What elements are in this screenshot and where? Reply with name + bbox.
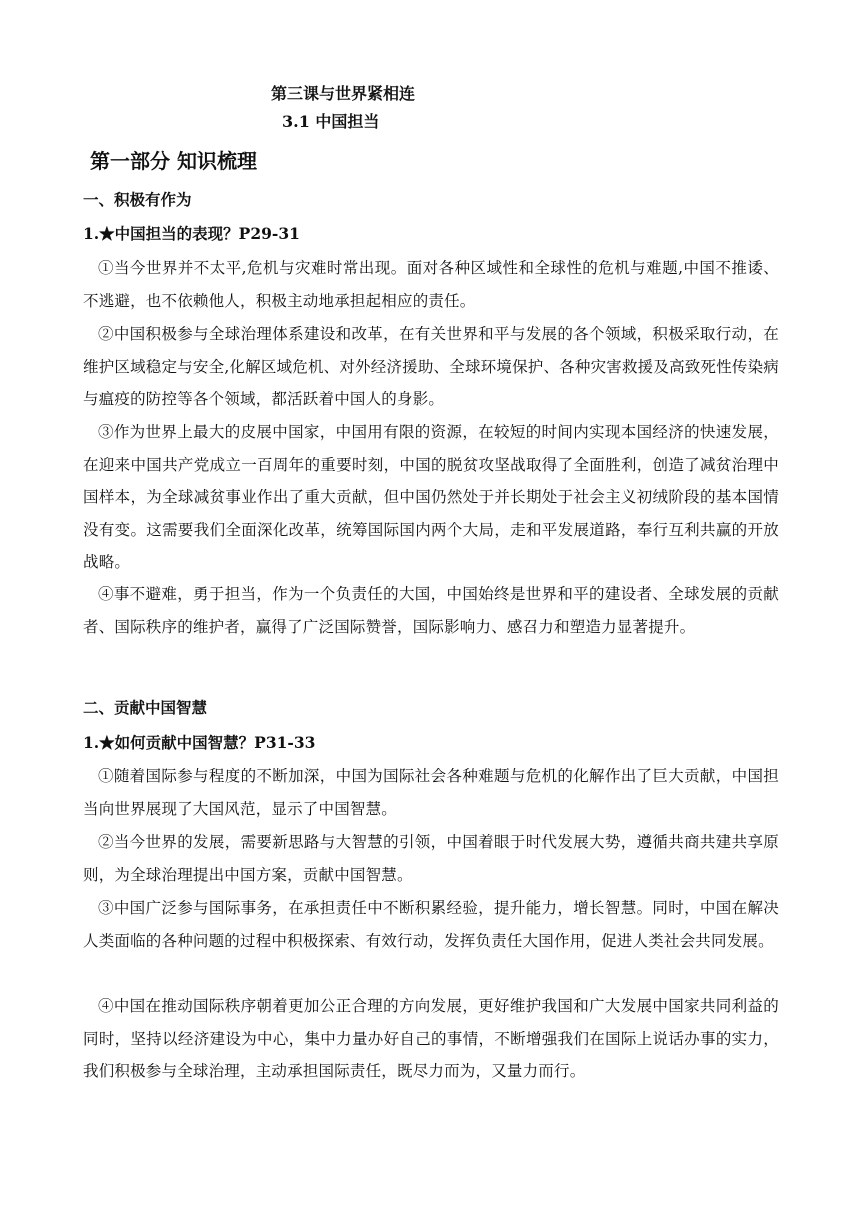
- section-heading-1: 一、积极有作为: [83, 190, 192, 209]
- paragraph-2-1: ①随着国际参与程度的不断加深，中国为国际社会各种难题与危机的化解作出了巨大贡献，中国担当向世界展现了大国风范，显示了中国智慧。: [83, 767, 779, 818]
- lesson-title: 第三课与世界紧相连: [271, 84, 416, 103]
- question-1: 1.★中国担当的表现？P29-31: [83, 224, 300, 243]
- paragraph-1-2: ②中国积极参与全球治理体系建设和改革，在有关世界和平与发展的各个领域，积极采取行动，在维护区域稳定与安全,化解区域危机、对外经济援助、全球环境保护、各种灾害救援及高致死性传染病与瘟疫的防控等各个领域，都活跃着中国人的身影。: [83, 325, 779, 409]
- section-heading-2: 二、贡献中国智慧: [83, 698, 208, 717]
- section-title: 3.1 中国担当: [282, 112, 380, 131]
- paragraph-2-2: ②当今世界的发展，需要新思路与大智慧的引领，中国着眼于时代发展大势，遵循共商共建共享原则，为全球治理提出中国方案，贡献中国智慧。: [83, 833, 779, 884]
- paragraph-1-1: ①当今世界并不太平,危机与灾难时常出现。面对各种区域性和全球性的危机与难题,中国不推诿、不逃避，也不依赖他人，积极主动地承担起相应的责任。: [83, 259, 779, 310]
- question-2: 1.★如何贡献中国智慧？P31-33: [83, 733, 316, 752]
- part-heading: 第一部分 知识梳理: [90, 149, 257, 173]
- paragraph-1-3: ③作为世界上最大的皮展中国家，中国用有限的资源，在较短的时间内实现本国经济的快速发展，在迎来中国共产党成立一百周年的重要时刻，中国的脱贫攻坚战取得了全面胜利，创造了减贫治理中国样本，为全球减贫事业作出了重大贡献，但中国仍然处于并长期处于社会主义初绒阶段的基本国情没有变。这需要我们全面深化改革，统筹国际国内两个大局，走和平发展道路，奉行互利共赢的开放战略。: [83, 423, 779, 572]
- paragraph-2-4: ④中国在推动国际秩序朝着更加公正合理的方向发展，更好维护我国和广大发展中国家共同利益的同时，坚持以经济建设为中心，集中力量办好自己的事情，不断增强我们在国际上说话办事的实力，我们积极参与全球治理，主动承担国际责任，既尽力而为，又量力而行。: [83, 997, 779, 1081]
- paragraph-2-3: ③中国广泛参与国际事务，在承担责任中不断积累经验，提升能力，增长智慧。同时，中国在解决人类面临的各种问题的过程中积极探索、有效行动，发挥负责任大国作用，促进人类社会共同发展。: [83, 899, 779, 950]
- paragraph-1-4: ④事不避难，勇于担当，作为一个负责任的大国，中国始终是世界和平的建设者、全球发展的贡献者、国际秩序的维护者，赢得了广泛国际赞誉，国际影响力、感召力和塑造力显著提升。: [83, 585, 779, 636]
